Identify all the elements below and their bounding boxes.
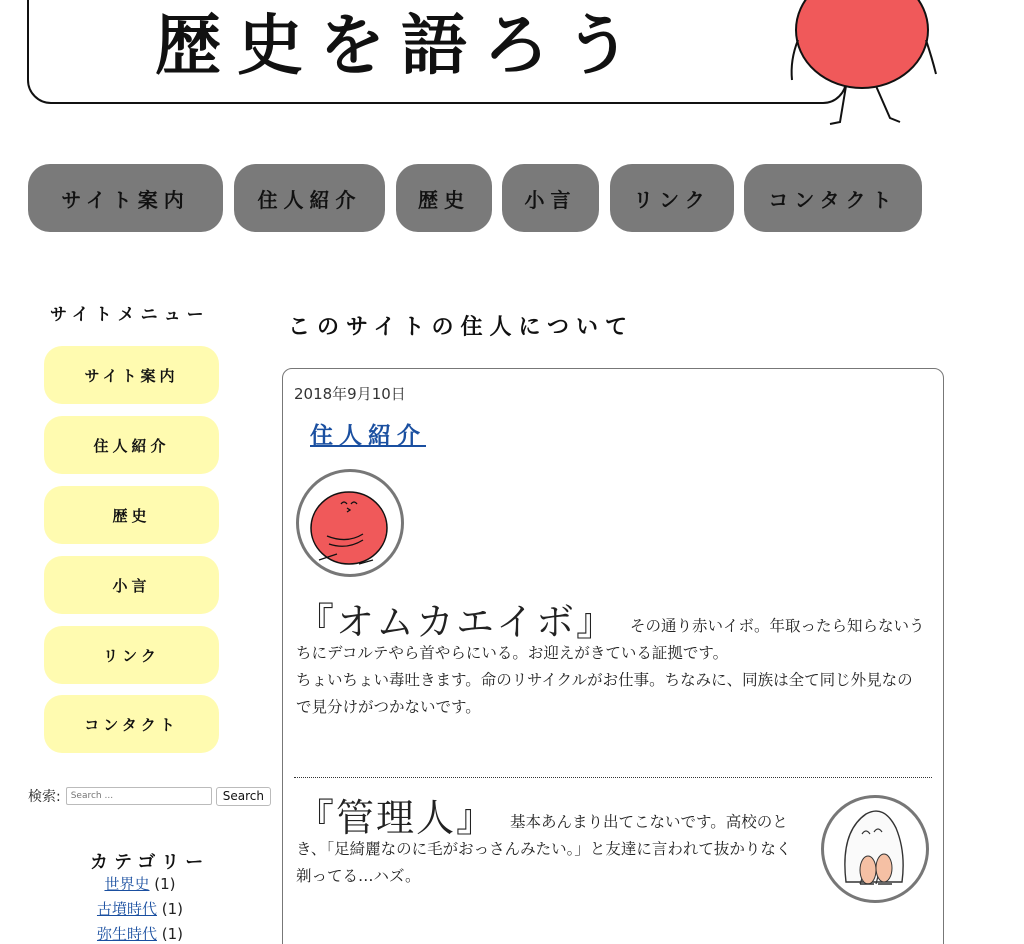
topnav-item-residents[interactable]: 住人紹介	[234, 164, 385, 232]
character-description-2: ちょいちょい毒吐きます。命のリサイクルがお仕事。ちなみに、同族は全て同じ外見なので見分けがつかないです。	[296, 671, 913, 716]
search-input[interactable]	[66, 787, 212, 805]
category-count: (1)	[161, 925, 184, 943]
category-item	[0, 872, 280, 897]
post-title-link[interactable]: 住人紹介	[310, 423, 426, 449]
character-description: 基本あんまり出てこないです。高校のとき、「足綺麗なのに毛がおっさんみたい。」と友達に言われて抜かりなく剃ってる…ハズ。	[296, 813, 792, 885]
sidebar-item-links[interactable]: リンク	[44, 626, 219, 684]
category-link-kofun[interactable]: 古墳時代	[96, 900, 157, 918]
character-paragraph	[296, 600, 926, 667]
post-date: 2018年9月10日	[294, 385, 406, 403]
category-item	[0, 897, 280, 922]
sidebar-item-site-guide[interactable]: サイト案内	[44, 346, 219, 404]
sidebar-item-residents[interactable]: 住人紹介	[44, 416, 219, 474]
category-link-world-history[interactable]: 世界史	[104, 875, 150, 893]
category-list	[0, 872, 280, 944]
topnav-item-links[interactable]: リンク	[610, 164, 734, 232]
site-title[interactable]: 歴史を語ろう	[155, 7, 647, 84]
page-title: このサイトの住人について	[288, 315, 635, 340]
topnav-item-grumbles[interactable]: 小言	[502, 164, 599, 232]
search-label: 検索:	[28, 789, 61, 805]
category-link-yayoi[interactable]: 弥生時代	[96, 925, 157, 943]
category-item	[0, 922, 280, 944]
avatar-admin	[821, 795, 929, 903]
sidebar-heading: サイトメニュー	[50, 305, 210, 325]
sidebar-item-history[interactable]: 歴史	[44, 486, 219, 544]
divider	[294, 777, 932, 778]
omukaeibo-illustration	[299, 472, 401, 574]
character-admin	[296, 796, 806, 890]
character-name: 『管理人』	[296, 796, 497, 840]
topnav-item-site-guide[interactable]: サイト案内	[28, 164, 223, 232]
avatar-omukaeibo	[296, 469, 404, 577]
character-omukaeibo	[296, 600, 926, 721]
search-form	[28, 786, 271, 806]
topnav-item-history[interactable]: 歴史	[396, 164, 492, 232]
category-count: (1)	[161, 900, 184, 918]
category-count: (1)	[154, 875, 176, 893]
post-card	[282, 368, 944, 944]
search-button[interactable]: Search	[216, 787, 271, 806]
mascot-illustration	[780, 0, 950, 140]
character-name: 『オムカエイボ』	[296, 600, 617, 644]
character-paragraph	[296, 796, 806, 890]
admin-illustration	[824, 798, 926, 900]
sidebar-item-grumbles[interactable]: 小言	[44, 556, 219, 614]
topnav-item-contact[interactable]: コンタクト	[744, 164, 922, 232]
character-description: その通り赤いイボ。年取ったら知らないうちにデコルテやら首やらにいる。お迎えがきている証拠です。	[296, 617, 925, 662]
categories-heading: カテゴリー	[90, 852, 210, 873]
sidebar-item-contact[interactable]: コンタクト	[44, 695, 219, 753]
